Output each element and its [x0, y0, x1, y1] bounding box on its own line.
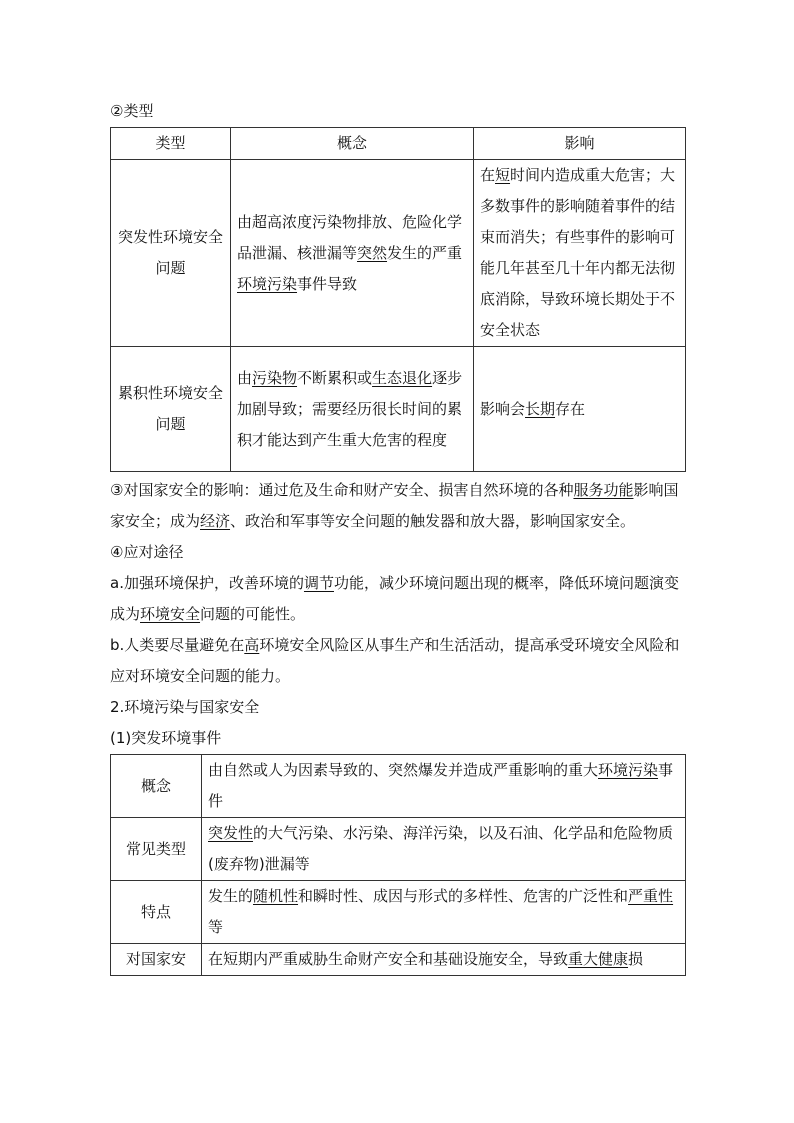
underlined-answer: 短	[495, 166, 511, 184]
text-segment: b.人类要尽量避免在	[110, 636, 245, 654]
text-segment: 发生的严重	[387, 243, 463, 262]
text-segment: ③对国家安全的影响：通过危及生命和财产安全、损害自然环境的各种	[110, 481, 574, 499]
row-label-cell: 对国家安	[111, 944, 202, 976]
row-concept-cell	[231, 160, 474, 347]
text-segment: 由	[237, 368, 253, 387]
text-segment: 问题的可能性。	[200, 605, 306, 623]
section-measures-heading: ④应对途径	[110, 543, 184, 561]
document-page	[110, 96, 686, 976]
underlined-answer: 突发性	[208, 824, 254, 842]
table-header-row	[111, 128, 686, 160]
underlined-answer: 环境污染	[598, 761, 659, 779]
row-content-cell	[202, 881, 686, 944]
underlined-answer: 服务功能	[573, 481, 634, 499]
underlined-answer: 高	[244, 636, 260, 654]
underlined-answer: 调节	[303, 574, 334, 592]
table-row	[111, 347, 686, 472]
paragraph-measure-a	[110, 568, 686, 630]
section2-heading: 2.环境污染与国家安全	[110, 698, 260, 716]
subsection1-heading: (1)突发环境事件	[110, 729, 222, 747]
text-segment: 和瞬时性、成因与形式的多样性、危害的广泛性和	[298, 887, 629, 905]
text-segment: 损	[628, 950, 644, 968]
underlined-answer: 随机性	[253, 887, 299, 905]
row-content-cell	[202, 818, 686, 881]
text-segment: 影响国家安全；成为	[110, 481, 679, 530]
row-content-cell	[202, 944, 686, 976]
section-types-heading: ②类型	[110, 102, 154, 120]
sudden-environment-events-table	[110, 754, 686, 976]
text-segment: 逐步加剧导致；需要经历很长时间的累积才能达到产生重大危害的程度	[237, 368, 463, 449]
text-segment: 不断累积或	[297, 368, 373, 387]
underlined-answer: 环境污染	[237, 274, 298, 293]
underlined-answer: 污染物	[252, 368, 298, 387]
underlined-answer: 重大健康	[568, 950, 629, 968]
underlined-answer: 生态退化	[372, 368, 433, 387]
text-segment: 在短期内严重威胁生命财产安全和基础设施安全，导致	[208, 950, 569, 968]
text-segment: 、政治和军事等安全问题的触发器和放大器，影响国家安全。	[230, 512, 636, 530]
text-segment: 事件	[208, 761, 674, 810]
text-segment: 事件导致	[297, 274, 358, 293]
text-segment: 的大气污染、水污染、海洋污染，以及石油、化学品和危险物质(废弃物)泄漏等	[208, 824, 674, 873]
row-label-cell: 特点	[111, 881, 202, 944]
header-type: 类型	[111, 128, 231, 160]
text-segment: 发生的	[208, 887, 254, 905]
text-segment: a.加强环境保护，改善环境的	[110, 574, 304, 592]
text-segment: 在	[480, 166, 496, 184]
row-type-cell: 累积性环境安全问题	[111, 347, 231, 472]
table-row	[111, 944, 686, 976]
underlined-answer: 长期	[525, 399, 556, 418]
header-concept: 概念	[231, 128, 474, 160]
header-impact: 影响	[474, 128, 686, 160]
table-row	[111, 755, 686, 818]
row-type-cell: 突发性环境安全问题	[111, 160, 231, 347]
table-row	[111, 160, 686, 347]
text-segment: 影响会	[480, 399, 526, 418]
row-label-cell: 概念	[111, 755, 202, 818]
text-segment: 等	[208, 918, 224, 936]
row-concept-cell	[231, 347, 474, 472]
underlined-answer: 经济	[200, 512, 231, 530]
table-row	[111, 818, 686, 881]
underlined-answer: 突然	[357, 243, 388, 262]
text-segment: 由自然或人为因素导致的、突然爆发并造成严重影响的重大	[208, 761, 599, 779]
row-content-cell	[202, 755, 686, 818]
row-impact-cell	[474, 347, 686, 472]
environment-safety-types-table	[110, 127, 686, 472]
text-segment: 功能，减少环境问题出现的概率，降低环境问题演变成为	[110, 574, 679, 623]
row-label-cell: 常见类型	[111, 818, 202, 881]
paragraph-national-security-influence	[110, 475, 686, 537]
underlined-answer: 严重性	[628, 887, 674, 905]
underlined-answer: 环境安全	[140, 605, 201, 623]
text-segment: 时间内造成重大危害；大多数事件的影响随着事件的结束而消失；有些事件的影响可能几年甚至几十年内都无法彻底消除，导致环境长期处于不安全状态	[480, 166, 676, 339]
table-row	[111, 881, 686, 944]
text-segment: 环境安全风险区从事生产和生活活动，提高承受环境安全风险和应对环境安全问题的能力。	[110, 636, 680, 685]
text-segment: 存在	[555, 399, 586, 418]
text-segment: 由超高浓度污染物排放、危险化学品泄漏、核泄漏等	[237, 212, 463, 262]
paragraph-measure-b	[110, 630, 686, 692]
row-impact-cell	[474, 160, 686, 347]
